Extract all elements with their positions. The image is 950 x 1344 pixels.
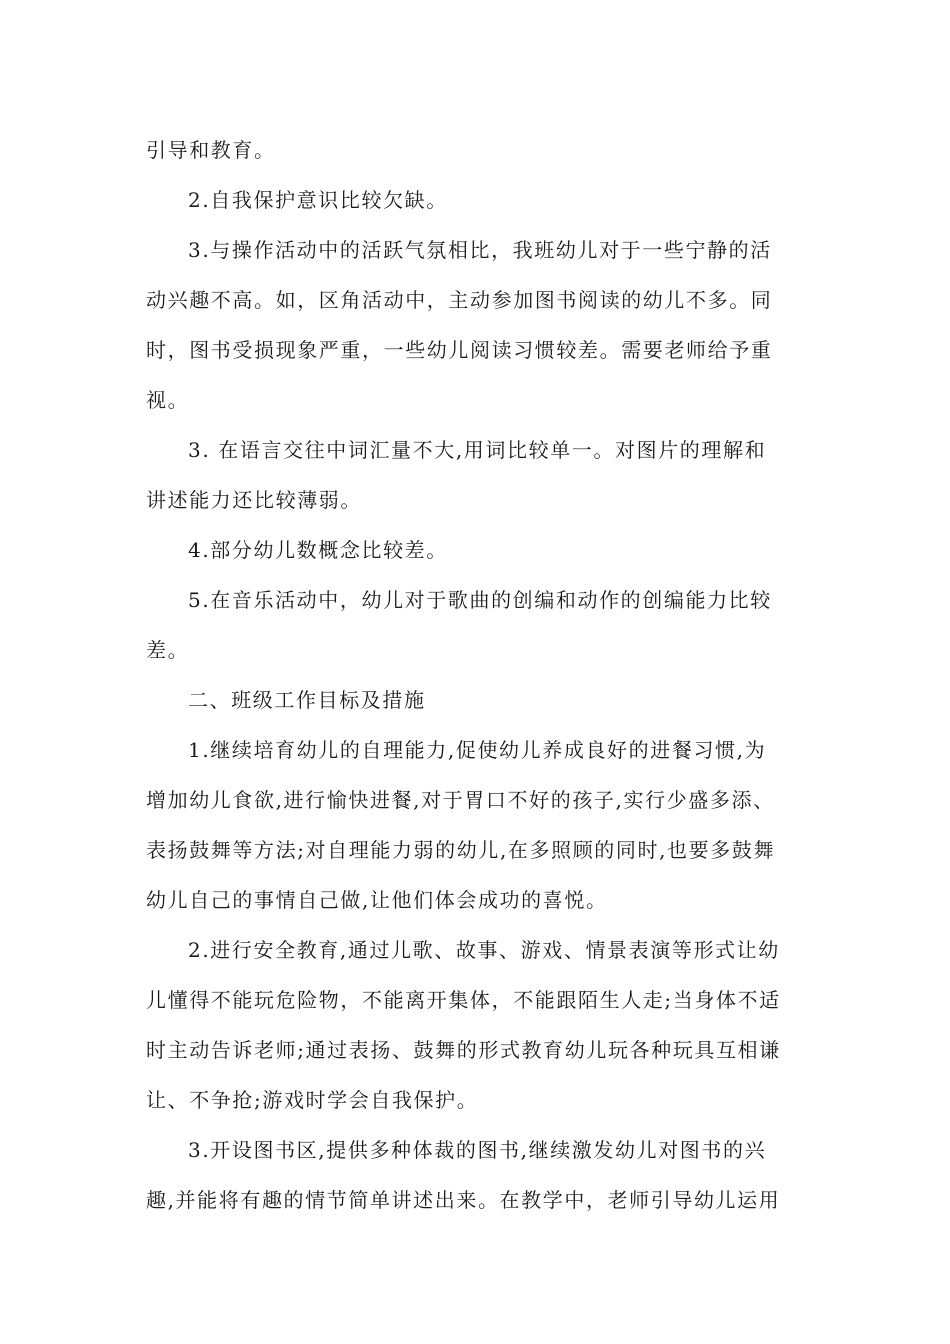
text-line: 动兴趣不高。如，区角活动中，主动参加图书阅读的幼儿不多。同 bbox=[146, 288, 773, 312]
text-line: 儿懂得不能玩危险物，不能离开集体，不能跟陌生人走;当身体不适 bbox=[146, 988, 781, 1012]
text-line: 讲述能力还比较薄弱。 bbox=[146, 488, 362, 512]
text-line: 差。 bbox=[146, 638, 190, 662]
text-line: 2.自我保护意识比较欠缺。 bbox=[188, 188, 448, 212]
text-line: 3. 在语言交往中词汇量不大,用词比较单一。对图片的理解和 bbox=[188, 438, 767, 462]
text-line: 视。 bbox=[146, 388, 190, 412]
text-line: 4.部分幼儿数概念比较差。 bbox=[188, 538, 448, 562]
text-line: 让、不争抢;游戏时学会自我保护。 bbox=[146, 1088, 479, 1112]
text-line: 幼儿自己的事情自己做,让他们体会成功的喜悦。 bbox=[146, 888, 608, 912]
text-line: 时，图书受损现象严重，一些幼儿阅读习惯较差。需要老师给予重 bbox=[146, 338, 773, 362]
text-line: 趣,并能将有趣的情节简单讲述出来。在教学中，老师引导幼儿运用 bbox=[146, 1188, 781, 1212]
text-line: 表扬鼓舞等方法;对自理能力弱的幼儿,在多照顾的同时,也要多鼓舞 bbox=[146, 838, 776, 862]
text-line: 1.继续培育幼儿的自理能力,促使幼儿养成良好的进餐习惯,为 bbox=[188, 738, 767, 762]
text-line: 3.与操作活动中的活跃气氛相比，我班幼儿对于一些宁静的活 bbox=[188, 238, 772, 262]
section-heading: 二、班级工作目标及措施 bbox=[188, 688, 426, 712]
text-line: 引导和教育。 bbox=[146, 138, 276, 162]
text-line: 3.开设图书区,提供多种体裁的图书,继续激发幼儿对图书的兴 bbox=[188, 1138, 767, 1162]
text-line: 增加幼儿食欲,进行愉快进餐,对于胃口不好的孩子,实行少盛多添、 bbox=[146, 788, 775, 812]
text-line: 5.在音乐活动中，幼儿对于歌曲的创编和动作的创编能力比较 bbox=[188, 588, 772, 612]
text-line: 2.进行安全教育,通过儿歌、故事、游戏、情景表演等形式让幼 bbox=[188, 938, 780, 962]
text-line: 时主动告诉老师;通过表扬、鼓舞的形式教育幼儿玩各种玩具互相谦 bbox=[146, 1038, 781, 1062]
